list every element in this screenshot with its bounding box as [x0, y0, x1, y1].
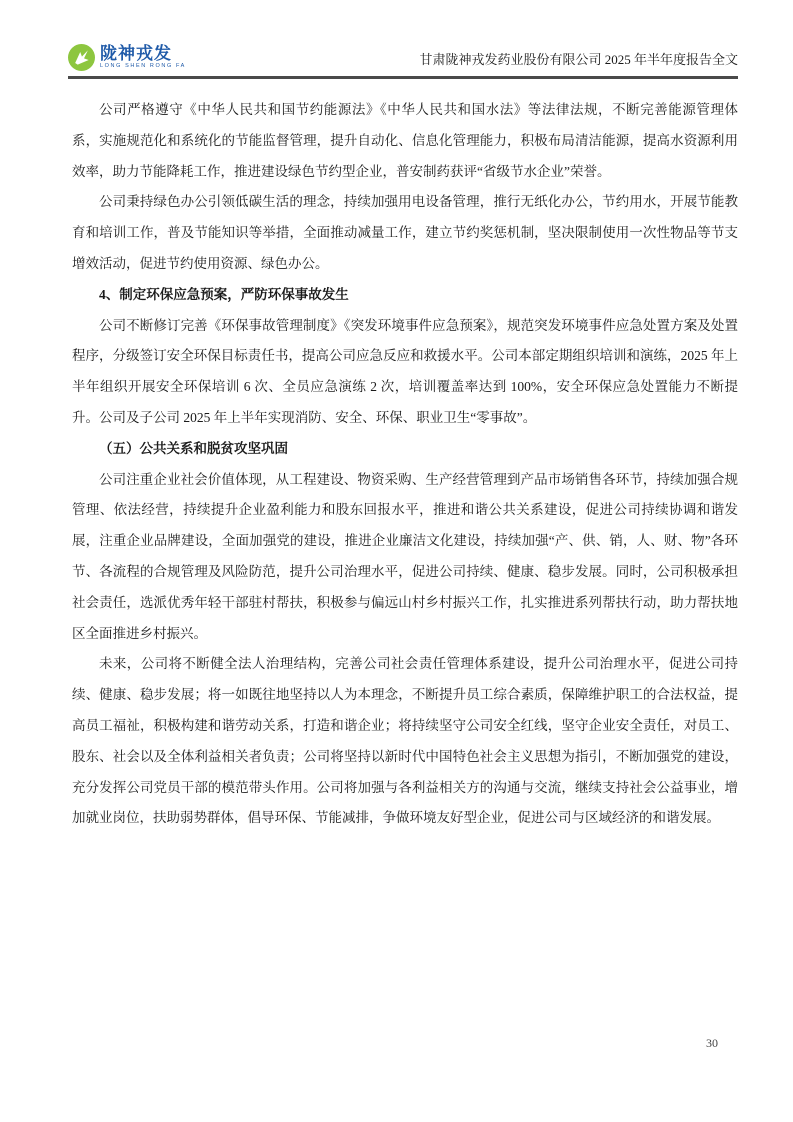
- paragraph: 未来，公司将不断健全法人治理结构，完善公司社会责任管理体系建设，提升公司治理水平，促进公司持续、健康、稳步发展；将一如既往地坚持以人为本理念，不断提升员工综合素质，保障维护职工的合法权益，提高员工福祉，积极构建和谐劳动关系，打造和谐企业；将持续坚守公司安全红线，坚守企业安全责任，对员工、股东、社会以及全体利益相关者负责；公司将坚持以新时代中国特色社会主义思想为指引，不断加强党的建设，充分发挥公司党员干部的模范带头作用。公司将加强与各利益相关方的沟通与交流，继续支持社会公益事业，增加就业岗位，扶助弱势群体，倡导环保、节能减排，争做环境友好型企业，促进公司与区域经济的和谐发展。: [72, 656, 738, 826]
- paragraph: 公司严格遵守《中华人民共和国节约能源法》《中华人民共和国水法》等法律法规，不断完善能源管理体系，实施规范化和系统化的节能监督管理，提升自动化、信息化管理能力，积极布局清洁能源，提高水资源利用效率，助力节能降耗工作，推进建设绿色节约型企业，普安制药获评“省级节水企业”荣誉。: [72, 102, 738, 179]
- logo-subtitle: LONG SHEN RONG FA: [100, 63, 186, 70]
- section-heading: 4、制定环保应急预案，严防环保事故发生: [99, 286, 349, 302]
- page-number: 30: [706, 1036, 718, 1050]
- document-body: [72, 95, 738, 834]
- document-title: 甘肃陇神戎发药业股份有限公司 2025 年半年度报告全文: [419, 52, 738, 67]
- logo-name: 陇神戎发: [100, 44, 172, 64]
- page-header: [68, 44, 738, 79]
- paragraph: 公司注重企业社会价值体现，从工程建设、物资采购、生产经营管理到产品市场销售各环节，持续加强合规管理、依法经营，持续提升企业盈利能力和股东回报水平，推进和谐公共关系建设，促进公司持续协调和谐发展，注重企业品牌建设，全面加强党的建设，推进企业廉洁文化建设，持续加强“产、供、销，人、财、物”各环节、各流程的合规管理及风险防范，提升公司治理水平，促进公司持续、健康、稳步发展。同时，公司积极承担社会责任，选派优秀年轻干部驻村帮扶，积极参与偏远山村乡村振兴工作，扎实推进系列帮扶行动，助力帮扶地区全面推进乡村振兴。: [72, 471, 738, 641]
- company-logo: [68, 44, 186, 71]
- paragraph: 公司不断修订完善《环保事故管理制度》《突发环境事件应急预案》，规范突发环境事件应急处置方案及处置程序，分级签订安全环保目标责任书，提高公司应急反应和救援水平。公司本部定期组织培训和演练，2025 年上半年组织开展安全环保培训 6 次、全员应急演练 2 次，培训覆盖率达到 100%，安全环保应急处置能力不断提升。公司及子公司 2025 年上半年实现消防、安全、环保、职业卫生“零事故”。: [72, 317, 738, 425]
- bird-in-green-circle-icon: [68, 44, 95, 71]
- logo-text: [100, 45, 186, 70]
- section-heading: （五）公共关系和脱贫攻坚巩固: [99, 440, 288, 456]
- paragraph: 公司秉持绿色办公引领低碳生活的理念，持续加强用电设备管理，推行无纸化办公，节约用水，开展节能教育和培训工作，普及节能知识等举措，全面推动减量工作，建立节约奖惩机制，坚决限制使用一次性物品等节支增效活动，促进节约使用资源、绿色办公。: [72, 194, 738, 271]
